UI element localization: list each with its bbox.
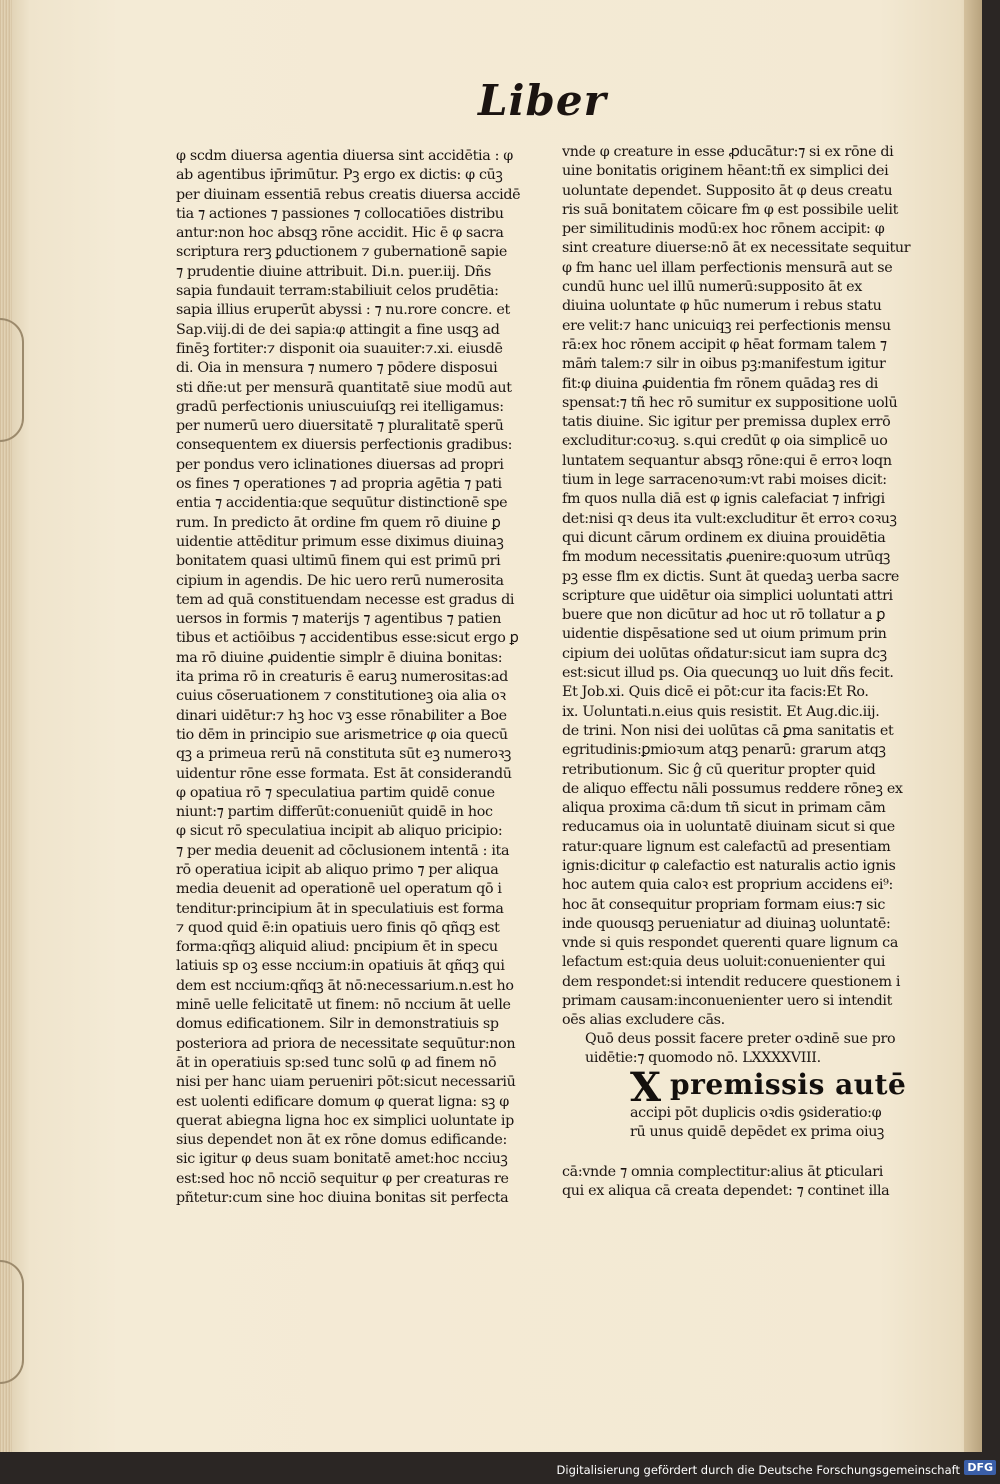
text-line: fm modum necessitatis ꝓuenire:quoꝛum utrūqꝫ (562, 549, 890, 566)
text-line: tatis diuine. Sic igitur per premissa duplex errō (562, 414, 891, 431)
text-line: est uolenti edificare domum φ querat ligna: sꝫ φ (176, 1093, 509, 1110)
text-line: buere que non dicūtur ad hoc ut rō tollatur a ꝑ (562, 607, 885, 624)
text-line: cipium in agendis. De hic uero rerū numerosita (176, 572, 504, 589)
text-line: hoc autem quia caloꝛ est proprium accidens ei⁹: (562, 877, 893, 894)
text-line: rū unus quidē depēdet ex prima oiuꝫ (630, 1124, 885, 1141)
text-line: excluditur:coꝛuꝫ. s.qui credūt φ oia simplicē uo (562, 433, 888, 450)
incipit-text: premissis autē (670, 1068, 907, 1101)
text-line: antur:non hoc absqꝫ rōne accidit. Hic ē φ sacra (176, 225, 504, 242)
text-line: ris suā bonitatem cōicare fm φ est possibile uelit (562, 201, 898, 218)
text-line: ratur:quare lignum est calefactū ad presentiam (562, 838, 891, 855)
text-line: domus edificationem. Silr in demonstratiuis sp (176, 1016, 499, 1033)
text-line: uoluntate dependet. Supposito āt φ deus creatu (562, 182, 893, 199)
text-line: per numerū uero diuersitatē ⁊ pluralitatē sperū (176, 418, 504, 435)
text-line: fit:φ diuina ꝓuidentia fm rōnem quādaꝫ res di (562, 375, 878, 392)
text-line: cundū hunc uel illū numerū:supposito āt ex (562, 279, 862, 296)
text-line: māṁ talem:⁊ silr in oibus pꝫ:manifestum igitur (562, 356, 886, 373)
binding-tab-bottom (0, 1260, 24, 1384)
text-line: minē uelle felicitatē ut finem: nō nccium āt uelle (176, 997, 511, 1014)
page-right-edge (964, 0, 982, 1452)
text-line: āt in operatiuis sp:sed tunc solū φ ad finem nō (176, 1054, 497, 1071)
text-line: uidentur rōne esse formata. Est āt considerandū (176, 765, 512, 782)
text-line: ix. Uoluntati.n.eius quis resistit. Et Aug.dic.iij. (562, 703, 880, 720)
text-line: egritudinis:ꝑmioꝛum atqꝫ penarū: grarum atqꝫ (562, 742, 886, 759)
text-line: rā:ex hoc rōnem accipit φ hēat formam talem ⁊ (562, 336, 887, 353)
text-line: qui dicunt cārum ordinem ex diuina prouidētia (562, 529, 886, 546)
text-line: inde quousqꝫ perueniatur ad diuinaꝫ uoluntatē: (562, 915, 891, 932)
text-line: gradū perfectionis uniuscuiuſqꝫ rei itelligamus: (176, 398, 504, 415)
chapter-text (562, 1163, 907, 1202)
text-line: φ sicut rō speculatiua incipit ab aliquo pricipio: (176, 823, 503, 840)
text-line: uine bonitatis originem hēant:tñ ex simplici dei (562, 163, 889, 180)
text-line: per similitudinis modū:ex hoc rōnem accipit: φ (562, 221, 885, 238)
text-line: cuius cōseruationem ⁊ constitutioneꝫ oia alia oꝛ (176, 688, 506, 705)
text-line: posteriora ad priora de necessitate sequūtur:non (176, 1035, 516, 1052)
text-line: finēꝫ fortiter:⁊ disponit oia suauiter:⁊.xi. eiusdē (176, 340, 503, 357)
text-line: accipi pōt duplicis oꝛdis ꝯsideratio:φ (630, 1105, 882, 1121)
running-title: Liber (478, 76, 607, 125)
text-line: uidentie dispēsatione sed ut oium primum prin (562, 626, 887, 643)
text-line: ⁊ prudentie diuine attribuit. Di.n. puer.iij. Dñs (176, 263, 491, 280)
text-line: qꝫ a primeua rerū nā constituta sūt eꝫ numeroꝛꝫ (176, 746, 511, 763)
incipit-initial: X (630, 1064, 662, 1111)
text-line: bonitatem quasi ultimū finem qui est primū pri (176, 553, 501, 570)
text-line: sius dependet non āt ex rōne domus edificande: (176, 1132, 507, 1149)
text-line: φ opatiua rō ⁊ speculatiua partim quidē conue (176, 784, 495, 801)
text-line: dem est nccium:qñqꝫ āt nō:necessarium.n.est ho (176, 977, 514, 994)
text-line: tia ⁊ actiones ⁊ passiones ⁊ collocatiōes distribu (176, 205, 504, 222)
text-line: ⁊ per media deuenit ad cōclusionem intentā : ita (176, 842, 510, 859)
text-line: consequentem ex diuersis perfectionis gradibus: (176, 437, 513, 454)
text-line: media deuenit ad operationē uel operatum qō i (176, 881, 502, 898)
text-line: per pondus vero iclinationes diuersas ad propri (176, 456, 504, 473)
text-line: forma:qñqꝫ aliquid aliud: pncipium ēt in specu (176, 939, 498, 956)
text-line: ab agentibus ip̄rimūtur. Pꝫ ergo ex dictis: φ cūꝫ (176, 167, 503, 184)
text-line: entia ⁊ accidentia:que sequūtur distinctionē spe (176, 495, 508, 512)
text-line: fm quos nulla diā est φ ignis calefaciat ⁊ infrigi (562, 491, 885, 508)
heading-line: uidētie:⁊ quomodo nō. LXXXXVIII. (585, 1050, 821, 1066)
text-line: sint creature diuerse:nō āt ex necessitate sequitur (562, 240, 911, 257)
text-line: reducamus oia in uoluntatē diuinam sicut si que (562, 819, 895, 836)
text-line: pꝫ esse flm ex dictis. Sunt āt quedaꝫ uerba sacre (562, 568, 900, 585)
text-line: hoc āt consequitur propriam formam eius:⁊ sic (562, 896, 885, 913)
text-line: scripture que uidētur oia simplici uoluntati attri (562, 587, 893, 604)
text-line: ignis:dicitur φ calefactio est naturalis actio ignis (562, 857, 896, 874)
text-line: di. Oia in mensura ⁊ numero ⁊ pōdere disposui (176, 360, 498, 377)
text-line: rō operatiua icipit ab aliquo primo ⁊ per aliqua (176, 861, 499, 878)
text-line: niunt:⁊ partim differūt:conueniūt quidē in hoc (176, 804, 493, 821)
text-line: est:sed hoc nō ncciō sequitur φ per creaturas re (176, 1170, 509, 1187)
text-line: det:nisi qꝛ deus ita vult:excluditur ēt erroꝛ coꝛuꝫ (562, 510, 897, 527)
text-line: querat abiegna ligna hoc ex simplici uoluntate ip (176, 1112, 514, 1129)
right-column (562, 143, 912, 1031)
text-line: ma rō diuine ꝓuidentie simplr ē diuina bonitas: (176, 649, 503, 666)
text-line: scriptura rerꝫ ꝑductionem ⁊ gubernationē sapie (176, 244, 507, 261)
text-line: ita prima rō in creaturis ē earuꝫ numerositas:ad (176, 669, 508, 686)
text-line: vnde si quis respondet querenti quare lignum ca (562, 935, 899, 952)
text-line: ⁊ quod quid ē:in opatiuis uero finis qō qñqꝫ est (176, 919, 500, 936)
binding-tab-top (0, 318, 24, 442)
page-stack-edge (0, 0, 12, 1452)
text-line: qui ex aliqua cā creata dependet: ⁊ continet illa (562, 1183, 890, 1200)
text-line: est:sicut illud ps. Oia quecunqꝫ uo luit dñs fecit. (562, 665, 894, 682)
text-line: nisi per hanc uiam perueniri pōt:sicut necessariū (176, 1074, 516, 1091)
text-line: uersos in formis ⁊ materijs ⁊ agentibus ⁊ patien (176, 611, 502, 628)
text-line: cipium dei uolūtas oñdatur:sicut iam supra dcꝫ (562, 645, 887, 662)
text-line: pñtetur:cum sine hoc diuina bonitas sit perfecta (176, 1190, 509, 1207)
text-line: de aliquo effectu nāli possumus reddere rōneꝫ ex (562, 780, 903, 797)
text-line: tio dēm in principio sue arismetrice φ oia quecū (176, 726, 508, 743)
text-line: primam causam:inconuenienter uero si intendit (562, 993, 893, 1010)
text-line: uidentie attēditur primum esse diximus diuinaꝫ (176, 533, 504, 550)
text-line: tem ad quā constituendam necesse est gradus di (176, 591, 515, 608)
text-line: sic igitur φ deus suam bonitatē amet:hoc ncciuꝫ (176, 1151, 508, 1168)
text-line: latiuis sp oꝫ esse nccium:in opatiuis āt qñqꝫ qui (176, 958, 505, 975)
text-line: tibus et actiōibus ⁊ accidentibus esse:sicut ergo ꝑ (176, 630, 519, 647)
text-line: retributionum. Sic ĝ cū queritur propter quid (562, 761, 876, 778)
text-line: Sap.viij.di de dei sapia:φ attingit a fine usqꝫ ad (176, 321, 500, 338)
text-line: diuina uoluntate φ hūc numerum i rebus statu (562, 298, 882, 315)
text-line: sapia fundauit terram:stabiliuit celos prudētia: (176, 283, 499, 300)
text-line: dem respondet:si intendit reducere questionem i (562, 973, 901, 990)
text-line: os fines ⁊ operationes ⁊ ad propria agētia ⁊ pati (176, 476, 502, 493)
text-line: luntatem sequantur absqꝫ rōne:qui ē erroꝛ loqn (562, 452, 892, 469)
left-column (176, 147, 521, 1208)
text-line: dinari uidētur:⁊ hꝫ hoc vꝫ esse rōnabiliter a Boe (176, 707, 507, 724)
chapter-text-indented (630, 1104, 900, 1143)
footer-credit: Digitalisierung gefördert durch die Deutsche Forschungsgemeinschaft (556, 1463, 960, 1477)
text-line: sti dñe:ut per mensurā quantitatē siue modū aut (176, 379, 512, 396)
text-line: ere velit:⁊ hanc unicuiqꝫ rei perfectionis mensu (562, 317, 891, 334)
text-line: spensat:⁊ tñ hec rō sumitur ex suppositione uolū (562, 394, 898, 411)
text-line: vnde φ creature in esse ꝓducātur:⁊ si ex rōne di (562, 144, 894, 160)
text-line: lefactum est:quia deus uoluit:conuenienter qui (562, 954, 886, 971)
text-line: rum. In predicto āt ordine fm quem rō diuine ꝑ (176, 514, 501, 531)
text-line: tium in lege sarracenoꝛum:vt rabi moises dicit: (562, 472, 887, 489)
text-line: Et Job.xi. Quis dicē ei pōt:cur ita facis:Et Ro. (562, 684, 869, 701)
text-line: oēs alias excludere cās. (562, 1012, 725, 1029)
text-line: per diuinam essentiā rebus creatis diuersa accidē (176, 186, 521, 203)
text-line: aliqua proxima cā:dum tñ sicut in primam cām (562, 800, 886, 817)
text-line: cā:vnde ⁊ omnia complectitur:alius āt ꝑticulari (562, 1164, 883, 1180)
text-line: sapia illius eruperūt abyssi : ⁊ nu.rore concre. et (176, 302, 510, 319)
text-line: φ scdm diuersa agentia diuersa sint accidētia : φ (176, 148, 513, 164)
chapter-heading (585, 1030, 905, 1068)
text-line: de trini. Non nisi dei uolūtas cā ꝑma sanitatis et (562, 722, 894, 739)
heading-line: Quō deus possit facere preter oꝛdinē sue pro (585, 1031, 896, 1047)
text-line: tenditur:principium āt in speculatiuis est forma (176, 900, 504, 917)
text-line: φ fm hanc uel illam perfectionis mensurā aut se (562, 259, 893, 276)
dfg-logo: DFG (964, 1460, 996, 1475)
